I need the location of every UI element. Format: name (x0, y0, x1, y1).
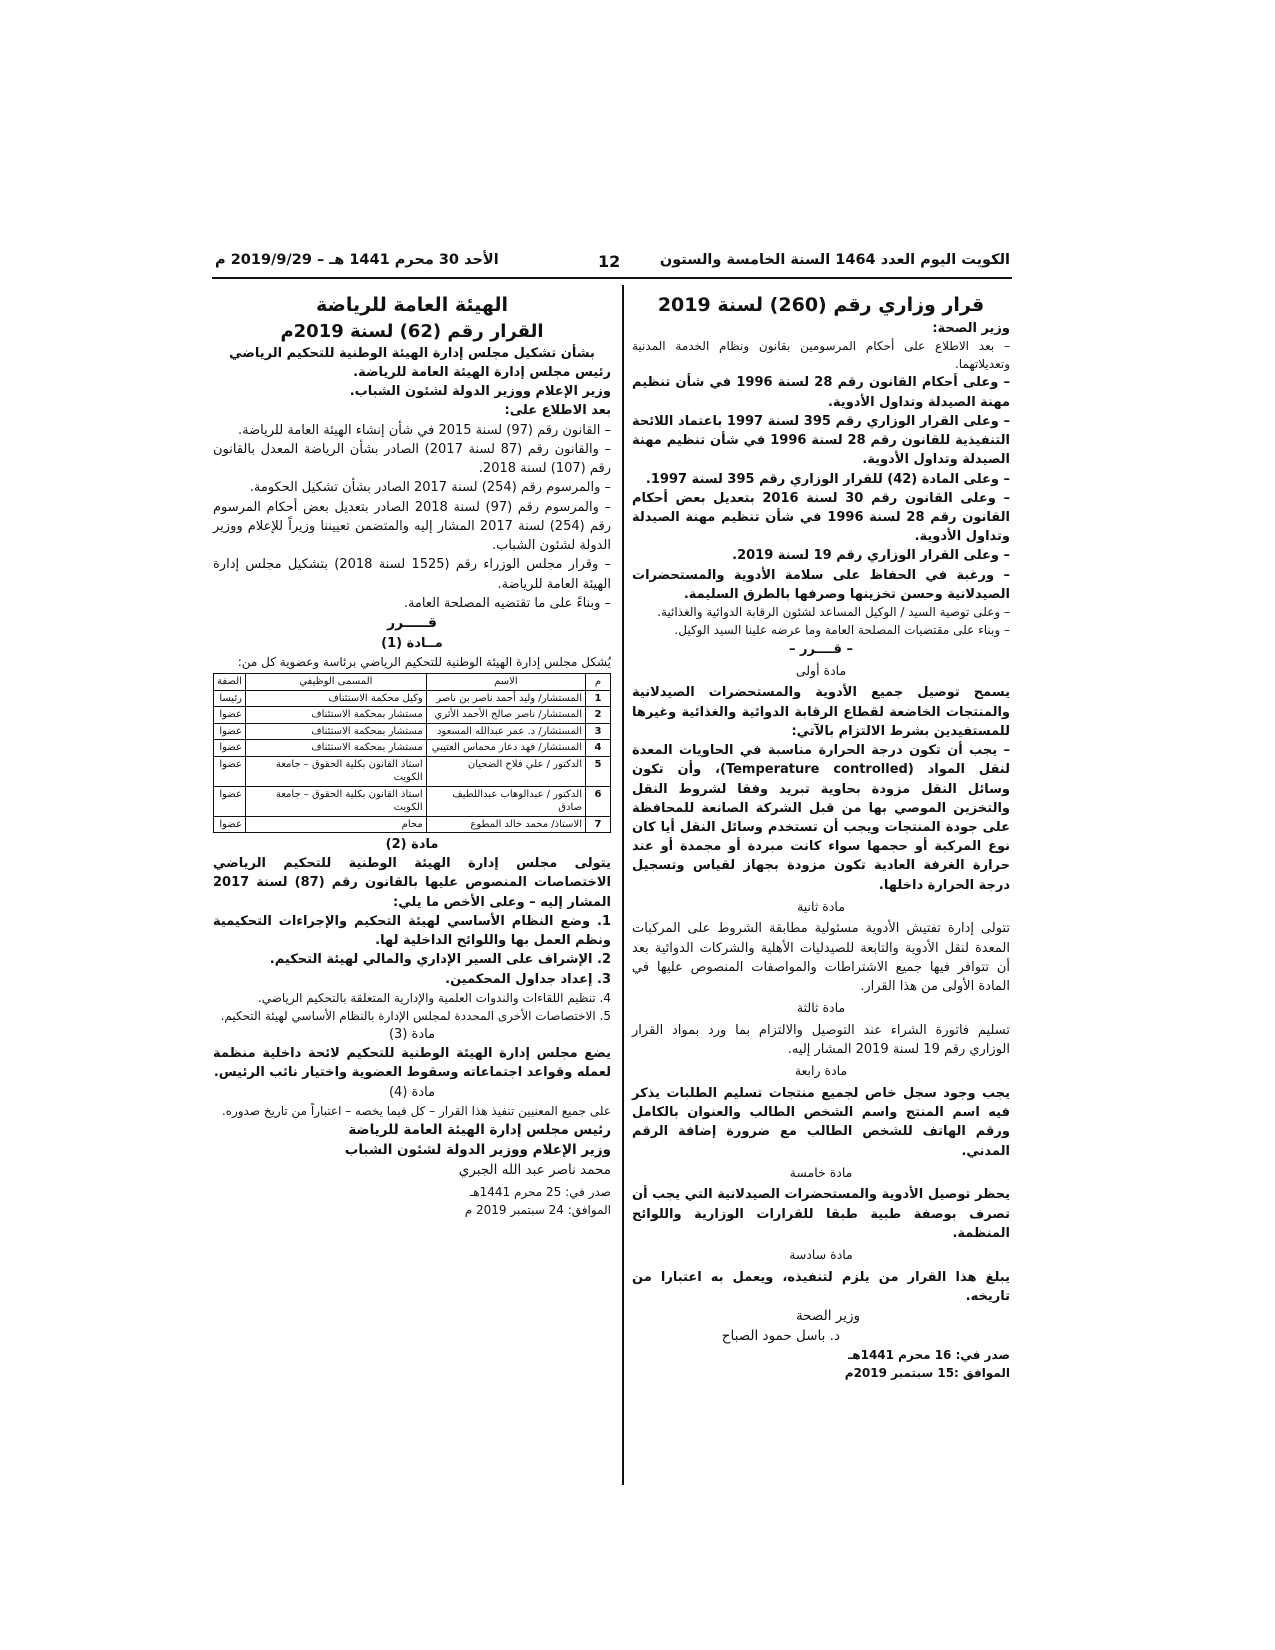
preamble-item: – وبناء على مقتضيات المصلحة العامة وما عرضه علينا السيد الوكيل. (674, 622, 1010, 637)
list-item: 5. الاختصاصات الأخرى المحددة لمجلس الإدارة بالنظام الأساسي لهيئة التحكيم. (220, 1008, 611, 1023)
article-text: تتولى إدارة تفتيش الأدوية مسئولية مطابقة الشروط على المركبات المعدة لنقل الأدوية والتابعة للصيدليات الأهلية والشركات الدوائية بعد أن تتوافر فيها جميع الاشتراطات والمواصفات المنصوص عليها في المادة الأولى من هذا القرار. (632, 921, 1010, 995)
signature-name: د. باسل حمود الصباح (721, 1328, 840, 1345)
table-row (214, 786, 611, 816)
issued-hijri: صدر في: 25 محرم 1441هـ (469, 1184, 611, 1199)
article-heading: مادة سادسة (789, 1247, 853, 1262)
article-text: يسمح توصيل جميع الأدوية والمستحضرات الصيدلانية والمنتجات الخاضعة لقطاع الرقابة الدوائية والغذائية وغيرها للمستفيدين بشرط الالتزام بالآتي: (632, 685, 1010, 739)
cell-name: الاستاذ/ محمد خالد المطوع (426, 816, 585, 833)
ministerial-decree-column (632, 292, 1010, 1382)
cell-role: رئيسا (214, 690, 246, 707)
cell-title: استاذ القانون بكلية الحقوق – جامعة الكويت (245, 786, 426, 816)
cell-name: الدكتور / عبدالوهاب عبداللطيف صادق (426, 786, 585, 816)
cell-role: عضوا (214, 707, 246, 724)
cell-name: المستشار/ ناصر صالح الأحمد الأثري (426, 707, 585, 724)
table-header-row (214, 674, 611, 691)
preamble-item: – ورغبة في الحفاظ على سلامة الأدوية والمستحضرات الصيدلانية وحسن تخزينها وصرفها بالطرق السليمة. (632, 567, 1010, 602)
decision-title: القرار رقم (62) لسنة 2019م (280, 320, 544, 342)
cell-name: المستشار/ وليد أحمد ناصر بن ناصر (426, 690, 585, 707)
article-heading: مادة (2) (385, 837, 439, 853)
cell-role: عضوا (214, 740, 246, 757)
cell-index: 2 (586, 707, 611, 724)
after-review: بعد الاطلاع على: (504, 403, 611, 419)
header-rule (212, 277, 1012, 279)
list-item: 2. الإشراف على السير الإداري والمالي لهيئة التحكيم. (269, 952, 611, 968)
list-item: 4. تنظيم اللقاءات والندوات العلمية والإدارية المتعلقة بالتحكيم الرياضي. (257, 990, 611, 1005)
table-row (214, 756, 611, 786)
article-heading: مادة (4) (388, 1084, 436, 1100)
article-heading: مادة أولى (795, 662, 847, 678)
cell-name: الدكتور / علي فلاح الضحيان (426, 756, 585, 786)
cell-index: 4 (586, 740, 611, 757)
preamble-item: – القانون رقم (97) لسنة 2015 في شأن إنشاء الهيئة العامة للرياضة. (238, 422, 611, 438)
preamble-item: – وعلى أحكام القانون رقم 28 لسنة 1996 في شأن تنظيم مهنة الصيدلة وتداول الأدوية. (632, 375, 1010, 410)
cell-title: مستشار بمحكمة الاستئناف (245, 707, 426, 724)
preamble-item: – بعد الاطلاع على أحكام المرسومين بقانون ونظام الخدمة المدنية وتعديلاتهما. (632, 338, 1010, 371)
decided-heading: – قــــرر – (789, 641, 853, 657)
table-row (214, 723, 611, 740)
preamble-item: – وقرار مجلس الوزراء رقم (1525 لسنة 2018) بتشكيل مجلس إدارة الهيئة العامة للرياضة. (213, 557, 612, 592)
sport-authority-column (213, 292, 611, 1219)
table-row (214, 690, 611, 707)
decided-heading: قـــــرر (387, 615, 437, 632)
cell-title: استاذ القانون بكلية الحقوق – جامعة الكويت (245, 756, 426, 786)
preamble-item: – والقانون رقم (87 لسنة 2017) الصادر بشأن الرياضة المعدل بالقانون رقم (107) لسنة 2018. (213, 441, 611, 477)
preamble-item: – والمرسوم رقم (254) لسنة 2017 الصادر بشأن تشكيل الحكومة. (249, 480, 611, 496)
preamble-item: – وبناءً على ما تقتضيه المصلحة العامة. (403, 595, 611, 611)
article-heading: مادة رابعة (794, 1063, 848, 1079)
signature-title: وزير الصحة (795, 1307, 860, 1324)
signature-line: وزير الإعلام ووزير الدولة لشئون الشباب (344, 1142, 611, 1159)
cell-name: المستشار/ فهد دعار محماس العتيبي (426, 740, 585, 757)
cell-role: عضوا (214, 786, 246, 816)
article-text: يبلغ هذا القرار من يلزم لتنفيذه، ويعمل به اعتبارا من تاريخه. (632, 1269, 1010, 1304)
preamble-item: – وعلى القرار الوزاري رقم 19 لسنة 2019. (732, 548, 1010, 564)
col-header-role: الصفة (214, 674, 246, 691)
article-text: تسليم فاتورة الشراء عند التوصيل والالتزام بما ورد بمواد القرار الوزاري رقم 19 لسنة 2019 المشار إليه. (632, 1022, 1010, 1058)
preamble-item: – وعلى القرار الوزاري رقم 395 لسنة 1997 باعتماد اللائحة التنفيذية للقانون رقم 28 لسنة 1996 في شأن تنظيم مهنة الصيدلة وتداول الأدوية. (632, 413, 1010, 468)
article-heading: مادة (3) (388, 1026, 436, 1042)
signature-line: رئيس مجلس إدارة الهيئة العامة للرياضة (348, 1121, 611, 1138)
preamble-item: – والمرسوم رقم (97) لسنة 2018 الصادر بتعديل بعض أحكام المرسوم رقم (254) لسنة 2017 المشار إليه والمتضمن تعييننا وزيراً للإعلام ووزير الدولة لشئون الشباب. (213, 499, 611, 554)
issued-hijri: صدر في: 16 محرم 1441هـ (848, 1348, 1010, 1363)
cell-index: 5 (586, 756, 611, 786)
article-text: يُشكل مجلس إدارة الهيئة الوطنية للتحكيم الرياضي برئاسة وعضوية كل من: (237, 655, 611, 670)
article-text: يضع مجلس إدارة الهيئة الوطنية للتحكيم لائحة داخلية منظمة لعمله وقواعد اجتماعاته وسقوط العضوية واختيار نائب الرئيس. (213, 1046, 611, 1081)
decree-title: قرار وزاري رقم (260) لسنة 2019 (657, 294, 985, 316)
preamble-item: – وعلى المادة (42) للقرار الوزاري رقم 395 لسنة 1997. (645, 471, 1010, 487)
page-header (215, 252, 1010, 274)
article-heading: مادة ثالثة (796, 1000, 846, 1016)
header-publication: الكويت اليوم العدد 1464 السنة الخامسة والستون (659, 252, 1010, 268)
decree-issuer: وزير الصحة: (932, 320, 1010, 336)
table-row (214, 816, 611, 833)
article-text: يتولى مجلس إدارة الهيئة الوطنية للتحكيم الرياضي الاختصاصات المنصوص عليها بالقانون رقم (87) لسنة 2017 المشار إليه – وعلى الأخص ما يلي: (213, 856, 611, 910)
list-item: 1. وضع النظام الأساسي لهيئة التحكيم والإجراءات التحكيمية ونظم العمل بها واللوائح الداخلية لها. (213, 913, 611, 949)
decision-subject: بشأن تشكيل مجلس إدارة الهيئة الوطنية للتحكيم الرياضي (229, 345, 595, 361)
issued-gregorian: الموافق :15 سبتمبر 2019م (844, 1366, 1010, 1381)
col-header-index: م (586, 674, 611, 691)
preamble-item: – وعلى القانون رقم 30 لسنة 2016 بتعديل بعض أحكام القانون رقم 28 لسنة 1996 في شأن تنظيم مهنة الصيدلة وتداول الأدوية. (632, 490, 1010, 545)
article-text: على جميع المعنيين تنفيذ هذا القرار – كل فيما يخصه – اعتباراً من تاريخ صدوره. (221, 1103, 611, 1118)
header-date: الأحد 30 محرم 1441 هـ – 2019/9/29 م (215, 252, 499, 268)
column-divider (622, 285, 624, 1485)
col-header-name: الاسم (426, 674, 585, 691)
cell-role: عضوا (214, 723, 246, 740)
cell-title: مستشار بمحكمة الاستئناف (245, 740, 426, 757)
table-row (214, 740, 611, 757)
cell-index: 6 (586, 786, 611, 816)
issuer-line: رئيس مجلس إدارة الهيئة العامة للرياضة. (353, 365, 611, 381)
signature-name: محمد ناصر عبد الله الجبري (458, 1162, 611, 1179)
list-item: 3. إعداد جداول المحكمين. (445, 971, 611, 987)
cell-title: محام (245, 816, 426, 833)
members-table (213, 673, 611, 833)
col-header-title: المسمى الوظيفي (245, 674, 426, 691)
cell-title: مستشار بمحكمة الاستئناف (245, 723, 426, 740)
cell-role: عضوا (214, 756, 246, 786)
article-text: يجب وجود سجل خاص لجميع منتجات تسليم الطلبات يذكر فيه اسم المنتج واسم الشخص الطالب والعنوان بالكامل ورقم الهاتف للشخص الطالب مع ضرورة إضافة الرقم المدني. (632, 1085, 1010, 1159)
cell-index: 7 (586, 816, 611, 833)
header-page-number: 12 (598, 252, 621, 271)
authority-title: الهيئة العامة للرياضة (315, 294, 509, 316)
article-text: يحظر توصيل الأدوية والمستحضرات الصيدلانية التي يجب أن تصرف بوصفة طبية طبقا للقرارات الوزارية واللوائح المنظمة. (632, 1187, 1010, 1241)
table-row (214, 707, 611, 724)
cell-role: عضوا (214, 816, 246, 833)
article-heading: مــادة (1) (381, 635, 443, 651)
cell-title: وكيل محكمة الاستئناف (245, 690, 426, 707)
cell-index: 3 (586, 723, 611, 740)
preamble-item: – وعلى توصية السيد / الوكيل المساعد لشئون الرقابة الدوائية والغذائية. (657, 605, 1010, 620)
article-heading: مادة ثانية (797, 898, 845, 914)
cell-index: 1 (586, 690, 611, 707)
issuer-line: وزير الإعلام ووزير الدولة لشئون الشباب. (349, 384, 611, 400)
issued-gregorian: الموافق: 24 سبتمبر 2019 م (464, 1202, 611, 1217)
cell-name: المستشار/ د. عمر عبدالله المسعود (426, 723, 585, 740)
article-text: – يجب أن تكون درجة الحرارة مناسبة في الحاويات المعدة لنقل المواد (Temperature controlled)، وأن تكون وسائل النقل مزودة بحاوية تبريد وفقا لشروط النقل والتخزين الموصي بها من قبل الشركة الصانعة للمحافظة على جودة المنتجات ويجب أن تستخدم وسائل النقل أيا كان نوع المركبة أو حجمها سواء كانت مبردة أو مجمدة أو عند حرارة الغرفة العادية تكون مزودة بجهاز لقياس وتسجيل درجة الحرارة داخلها. (632, 743, 1010, 893)
article-heading: مادة خامسة (789, 1164, 853, 1180)
